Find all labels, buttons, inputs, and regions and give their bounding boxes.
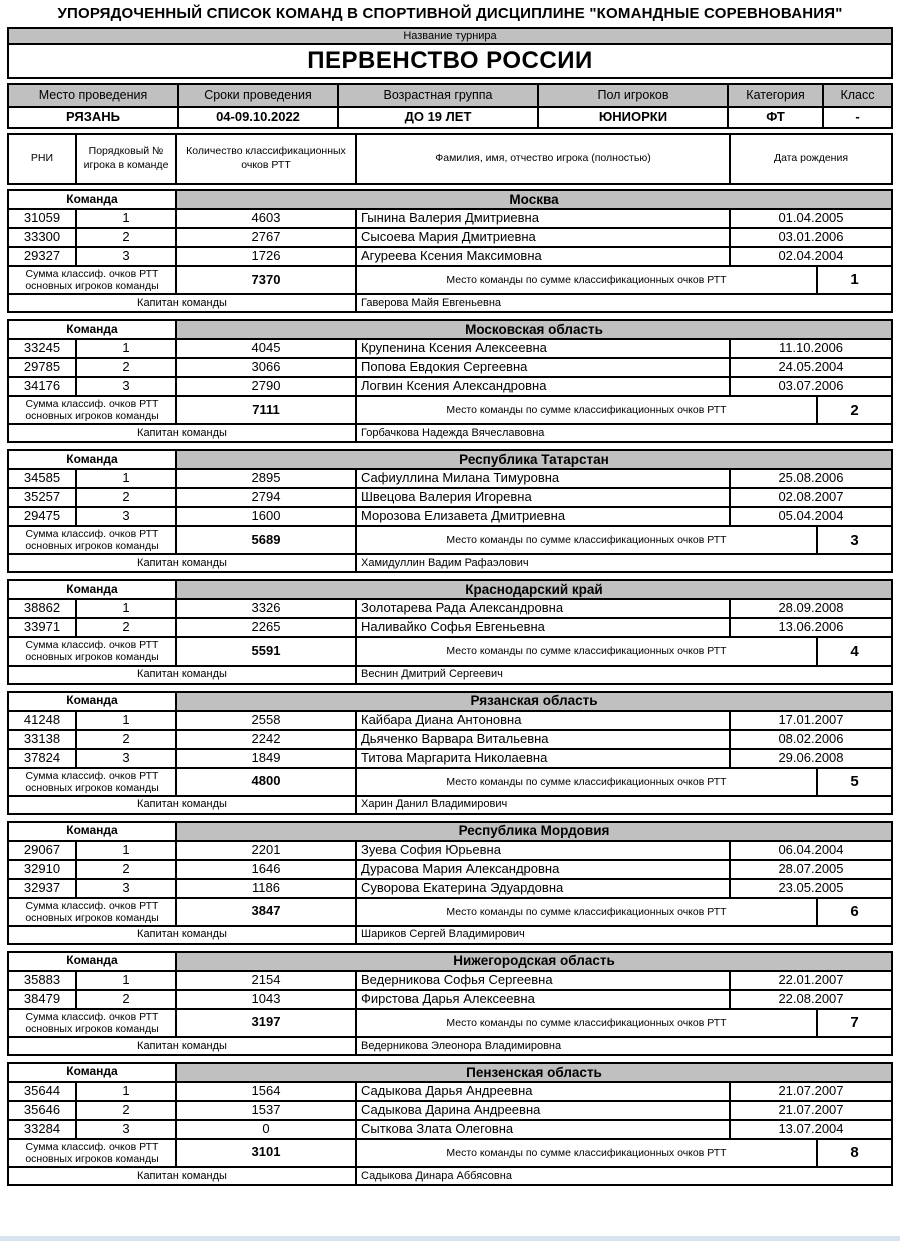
sum-row <box>9 767 891 795</box>
sum-row <box>9 636 891 664</box>
captain-label: Капитан команды <box>137 928 227 941</box>
player-row <box>9 487 891 506</box>
player-row <box>9 729 891 748</box>
player-rni: 31059 <box>23 210 61 226</box>
player-rni: 38479 <box>23 990 61 1006</box>
player-points: 2154 <box>175 972 355 989</box>
player-rni: 29475 <box>23 508 61 524</box>
player-name: Дурасова Мария Александровна <box>355 861 729 878</box>
captain-row <box>9 1036 891 1054</box>
sum-label: Сумма классиф. очков РТТ основных игроков команды <box>25 1140 159 1165</box>
player-rni: 41248 <box>23 711 61 727</box>
player-rni: 33284 <box>23 1120 61 1136</box>
player-points: 2558 <box>175 712 355 729</box>
player-dob: 13.07.2004 <box>729 1121 891 1138</box>
team-label: Команда <box>66 321 118 336</box>
team-header-row <box>9 953 891 970</box>
player-row <box>9 208 891 227</box>
team-name: Пензенская область <box>175 1064 891 1081</box>
player-name: Сыткова Злата Олеговна <box>355 1121 729 1138</box>
info-value-venue: РЯЗАНЬ <box>66 109 120 125</box>
player-rni: 35257 <box>23 489 61 505</box>
player-name: Зуева София Юрьевна <box>355 842 729 859</box>
player-number: 3 <box>75 508 175 525</box>
player-row <box>9 506 891 525</box>
columns-header-row <box>9 135 891 183</box>
player-rni: 32937 <box>23 879 61 895</box>
column-header-name: Фамилия, имя, отчество игрока (полностью) <box>355 135 729 183</box>
captain-label: Капитан команды <box>137 1039 227 1052</box>
player-row <box>9 1081 891 1100</box>
team-header-row <box>9 191 891 208</box>
player-dob: 23.05.2005 <box>729 880 891 897</box>
player-row <box>9 878 891 897</box>
player-points: 1564 <box>175 1083 355 1100</box>
sum-row <box>9 395 891 423</box>
team-name: Московская область <box>175 321 891 338</box>
player-row <box>9 227 891 246</box>
player-number: 3 <box>75 880 175 897</box>
player-name: Титова Маргарита Николаевна <box>355 750 729 767</box>
place-value: 5 <box>816 769 891 795</box>
event-info-table <box>7 83 893 129</box>
player-points: 3326 <box>175 600 355 617</box>
page-title: УПОРЯДОЧЕННЫЙ СПИСОК КОМАНД В СПОРТИВНОЙ ДИСЦИПЛИНЕ "КОМАНДНЫЕ СОРЕВНОВАНИЯ" <box>57 5 843 22</box>
player-number: 2 <box>75 619 175 636</box>
team-header-row <box>9 1064 891 1081</box>
info-value-age-group: ДО 19 ЛЕТ <box>337 108 537 127</box>
player-number: 1 <box>75 340 175 357</box>
sum-label: Сумма классиф. очков РТТ основных игроков команды <box>25 769 159 794</box>
player-points: 2201 <box>175 842 355 859</box>
player-rni: 35883 <box>23 971 61 987</box>
place-label: Место команды по сумме классификационных очков РТТ <box>355 899 816 925</box>
sum-row <box>9 265 891 293</box>
player-number: 1 <box>75 470 175 487</box>
player-dob: 22.08.2007 <box>729 991 891 1008</box>
teams-container <box>7 189 893 1186</box>
player-dob: 28.07.2005 <box>729 861 891 878</box>
player-number: 1 <box>75 210 175 227</box>
info-value-dates: 04-09.10.2022 <box>177 108 337 127</box>
player-points: 0 <box>175 1121 355 1138</box>
player-dob: 21.07.2007 <box>729 1102 891 1119</box>
player-points: 1600 <box>175 508 355 525</box>
sum-value: 3101 <box>175 1140 355 1166</box>
captain-row <box>9 925 891 943</box>
team-label: Команда <box>66 191 118 206</box>
player-name: Золотарева Рада Александровна <box>355 600 729 617</box>
player-rni: 34585 <box>23 470 61 486</box>
player-row <box>9 617 891 636</box>
team-header-row <box>9 693 891 710</box>
info-value-gender: ЮНИОРКИ <box>537 108 727 127</box>
player-points: 1537 <box>175 1102 355 1119</box>
captain-name: Шариков Сергей Владимирович <box>355 927 891 943</box>
player-dob: 03.07.2006 <box>729 378 891 395</box>
player-dob: 22.01.2007 <box>729 972 891 989</box>
team-label: Команда <box>66 451 118 466</box>
player-points: 2242 <box>175 731 355 748</box>
team-name: Республика Мордовия <box>175 823 891 840</box>
player-number: 3 <box>75 378 175 395</box>
player-rni: 33245 <box>23 340 61 356</box>
player-points: 1849 <box>175 750 355 767</box>
info-header-dates: Сроки проведения <box>177 85 337 106</box>
player-row <box>9 357 891 376</box>
player-dob: 01.04.2005 <box>729 210 891 227</box>
place-value: 1 <box>816 267 891 293</box>
team-block <box>7 821 893 945</box>
captain-label: Капитан команды <box>137 426 227 439</box>
place-label: Место команды по сумме классификационных очков РТТ <box>355 397 816 423</box>
player-dob: 17.01.2007 <box>729 712 891 729</box>
info-header-venue: Место проведения <box>9 85 177 106</box>
team-block <box>7 189 893 313</box>
place-value: 7 <box>816 1010 891 1036</box>
team-header-row <box>9 823 891 840</box>
player-row <box>9 376 891 395</box>
player-name: Морозова Елизавета Дмитриевна <box>355 508 729 525</box>
team-label: Команда <box>66 581 118 596</box>
info-value-class: - <box>822 108 891 127</box>
player-points: 1186 <box>175 880 355 897</box>
captain-row <box>9 665 891 683</box>
player-dob: 03.01.2006 <box>729 229 891 246</box>
player-name: Ведерникова Софья Сергеевна <box>355 972 729 989</box>
info-header-age-group: Возрастная группа <box>337 85 537 106</box>
columns-header-table <box>7 133 893 185</box>
captain-name: Веснин Дмитрий Сергеевич <box>355 667 891 683</box>
team-name: Краснодарский край <box>175 581 891 598</box>
place-label: Место команды по сумме классификационных очков РТТ <box>355 1010 816 1036</box>
sum-value: 3197 <box>175 1010 355 1036</box>
player-dob: 11.10.2006 <box>729 340 891 357</box>
place-label: Место команды по сумме классификационных очков РТТ <box>355 267 816 293</box>
player-name: Кайбара Диана Антоновна <box>355 712 729 729</box>
column-header-dob: Дата рождения <box>729 135 891 183</box>
player-row <box>9 468 891 487</box>
team-header-row <box>9 581 891 598</box>
player-rni: 32910 <box>23 860 61 876</box>
player-points: 2790 <box>175 378 355 395</box>
team-label: Команда <box>66 823 118 838</box>
player-row <box>9 748 891 767</box>
captain-name: Горбачкова Надежда Вячеславовна <box>355 425 891 441</box>
player-rni: 29067 <box>23 841 61 857</box>
player-number: 1 <box>75 712 175 729</box>
info-header-category: Категория <box>727 85 822 106</box>
player-dob: 13.06.2006 <box>729 619 891 636</box>
player-points: 1646 <box>175 861 355 878</box>
player-dob: 05.04.2004 <box>729 508 891 525</box>
player-row <box>9 840 891 859</box>
player-row <box>9 1119 891 1138</box>
player-name: Сысоева Мария Дмитриевна <box>355 229 729 246</box>
team-block <box>7 691 893 815</box>
player-number: 1 <box>75 842 175 859</box>
place-value: 6 <box>816 899 891 925</box>
player-rni: 38862 <box>23 600 61 616</box>
player-dob: 21.07.2007 <box>729 1083 891 1100</box>
sum-label: Сумма классиф. очков РТТ основных игроков команды <box>25 899 159 924</box>
player-number: 2 <box>75 359 175 376</box>
team-block <box>7 579 893 684</box>
sum-label: Сумма классиф. очков РТТ основных игроков команды <box>25 528 159 553</box>
player-number: 1 <box>75 972 175 989</box>
captain-row <box>9 1166 891 1184</box>
player-number: 2 <box>75 861 175 878</box>
captain-name: Харин Данил Владимирович <box>355 797 891 813</box>
sum-row <box>9 525 891 553</box>
tournament-name-label: Название турнира <box>9 29 891 43</box>
column-header-rni: РНИ <box>30 152 54 165</box>
player-points: 1726 <box>175 248 355 265</box>
team-header-row <box>9 321 891 338</box>
sum-row <box>9 1138 891 1166</box>
captain-label: Капитан команды <box>137 557 227 570</box>
team-name: Рязанская область <box>175 693 891 710</box>
team-block <box>7 1062 893 1186</box>
team-block <box>7 951 893 1056</box>
column-header-number: Порядковый № игрока в команде <box>75 135 175 183</box>
team-label: Команда <box>66 693 118 708</box>
player-points: 3066 <box>175 359 355 376</box>
player-dob: 08.02.2006 <box>729 731 891 748</box>
team-block <box>7 319 893 443</box>
place-label: Место команды по сумме классификационных очков РТТ <box>355 638 816 664</box>
player-points: 4045 <box>175 340 355 357</box>
player-number: 3 <box>75 750 175 767</box>
player-row <box>9 338 891 357</box>
player-points: 1043 <box>175 991 355 1008</box>
column-header-points: Количество классификационных очков РТТ <box>175 135 355 183</box>
player-name: Крупенина Ксения Алексеевна <box>355 340 729 357</box>
player-rni: 33138 <box>23 730 61 746</box>
player-points: 2265 <box>175 619 355 636</box>
captain-name: Гаверова Майя Евгеньевна <box>355 295 891 311</box>
viewer-edge-strip <box>0 1236 900 1241</box>
captain-row <box>9 795 891 813</box>
team-name: Нижегородская область <box>175 953 891 970</box>
player-rni: 35644 <box>23 1082 61 1098</box>
place-value: 8 <box>816 1140 891 1166</box>
sum-label: Сумма классиф. очков РТТ основных игроков команды <box>25 639 159 664</box>
info-header-class: Класс <box>822 85 891 106</box>
place-label: Место команды по сумме классификационных очков РТТ <box>355 527 816 553</box>
player-rni: 33971 <box>23 619 61 635</box>
player-number: 1 <box>75 600 175 617</box>
captain-row <box>9 423 891 441</box>
player-number: 1 <box>75 1083 175 1100</box>
player-number: 2 <box>75 991 175 1008</box>
captain-label: Капитан команды <box>137 1169 227 1182</box>
team-name: Республика Татарстан <box>175 451 891 468</box>
player-name: Дьяченко Варвара Витальевна <box>355 731 729 748</box>
player-rni: 34176 <box>23 378 61 394</box>
captain-name: Ведерникова Элеонора Владимировна <box>355 1038 891 1054</box>
player-number: 2 <box>75 1102 175 1119</box>
captain-name: Садыкова Динара Аббясовна <box>355 1168 891 1184</box>
player-dob: 02.04.2004 <box>729 248 891 265</box>
player-number: 3 <box>75 248 175 265</box>
player-dob: 24.05.2004 <box>729 359 891 376</box>
player-row <box>9 970 891 989</box>
player-points: 4603 <box>175 210 355 227</box>
player-dob: 28.09.2008 <box>729 600 891 617</box>
player-row <box>9 710 891 729</box>
player-points: 2794 <box>175 489 355 506</box>
info-header-row <box>9 85 891 106</box>
player-name: Садыкова Дарина Андреевна <box>355 1102 729 1119</box>
player-rni: 29785 <box>23 359 61 375</box>
place-value: 2 <box>816 397 891 423</box>
sum-row <box>9 897 891 925</box>
player-rni: 37824 <box>23 749 61 765</box>
player-name: Садыкова Дарья Андреевна <box>355 1083 729 1100</box>
player-name: Наливайко Софья Евгеньевна <box>355 619 729 636</box>
player-dob: 25.08.2006 <box>729 470 891 487</box>
captain-label: Капитан команды <box>137 668 227 681</box>
team-header-row <box>9 451 891 468</box>
captain-row <box>9 293 891 311</box>
player-name: Фирстова Дарья Алексеевна <box>355 991 729 1008</box>
player-name: Попова Евдокия Сергеевна <box>355 359 729 376</box>
player-name: Суворова Екатерина Эдуардовна <box>355 880 729 897</box>
place-value: 4 <box>816 638 891 664</box>
player-number: 2 <box>75 229 175 246</box>
tournament-name-box <box>7 27 893 79</box>
player-dob: 02.08.2007 <box>729 489 891 506</box>
sum-value: 3847 <box>175 899 355 925</box>
captain-label: Капитан команды <box>137 798 227 811</box>
player-dob: 29.06.2008 <box>729 750 891 767</box>
place-label: Место команды по сумме классификационных очков РТТ <box>355 769 816 795</box>
player-name: Швецова Валерия Игоревна <box>355 489 729 506</box>
sum-row <box>9 1008 891 1036</box>
player-number: 2 <box>75 731 175 748</box>
player-dob: 06.04.2004 <box>729 842 891 859</box>
player-row <box>9 598 891 617</box>
sum-value: 7370 <box>175 267 355 293</box>
sum-label: Сумма классиф. очков РТТ основных игроков команды <box>25 268 159 293</box>
tournament-name: ПЕРВЕНСТВО РОССИИ <box>307 47 593 75</box>
player-name: Гынина Валерия Дмитриевна <box>355 210 729 227</box>
team-label: Команда <box>66 953 118 968</box>
sum-label: Сумма классиф. очков РТТ основных игроков команды <box>25 1010 159 1035</box>
sum-value: 5689 <box>175 527 355 553</box>
player-name: Логвин Ксения Александровна <box>355 378 729 395</box>
sum-value: 5591 <box>175 638 355 664</box>
player-points: 2767 <box>175 229 355 246</box>
player-number: 2 <box>75 489 175 506</box>
sum-label: Сумма классиф. очков РТТ основных игроков команды <box>25 398 159 423</box>
player-row <box>9 1100 891 1119</box>
player-number: 3 <box>75 1121 175 1138</box>
player-rni: 33300 <box>23 229 61 245</box>
team-block <box>7 449 893 573</box>
sum-value: 4800 <box>175 769 355 795</box>
place-value: 3 <box>816 527 891 553</box>
player-points: 2895 <box>175 470 355 487</box>
captain-label: Капитан команды <box>137 296 227 309</box>
captain-name: Хамидуллин Вадим Рафаэлович <box>355 555 891 571</box>
info-value-category: ФТ <box>727 108 822 127</box>
team-name: Москва <box>175 191 891 208</box>
player-row <box>9 246 891 265</box>
info-values-row <box>9 106 891 127</box>
captain-row <box>9 553 891 571</box>
info-header-gender: Пол игроков <box>537 85 727 106</box>
sum-value: 7111 <box>175 397 355 423</box>
team-label: Команда <box>66 1064 118 1079</box>
player-rni: 35646 <box>23 1101 61 1117</box>
place-label: Место команды по сумме классификационных очков РТТ <box>355 1140 816 1166</box>
player-row <box>9 989 891 1008</box>
player-name: Агуреева Ксения Максимовна <box>355 248 729 265</box>
player-row <box>9 859 891 878</box>
player-name: Сафиуллина Милана Тимуровна <box>355 470 729 487</box>
player-rni: 29327 <box>23 248 61 264</box>
